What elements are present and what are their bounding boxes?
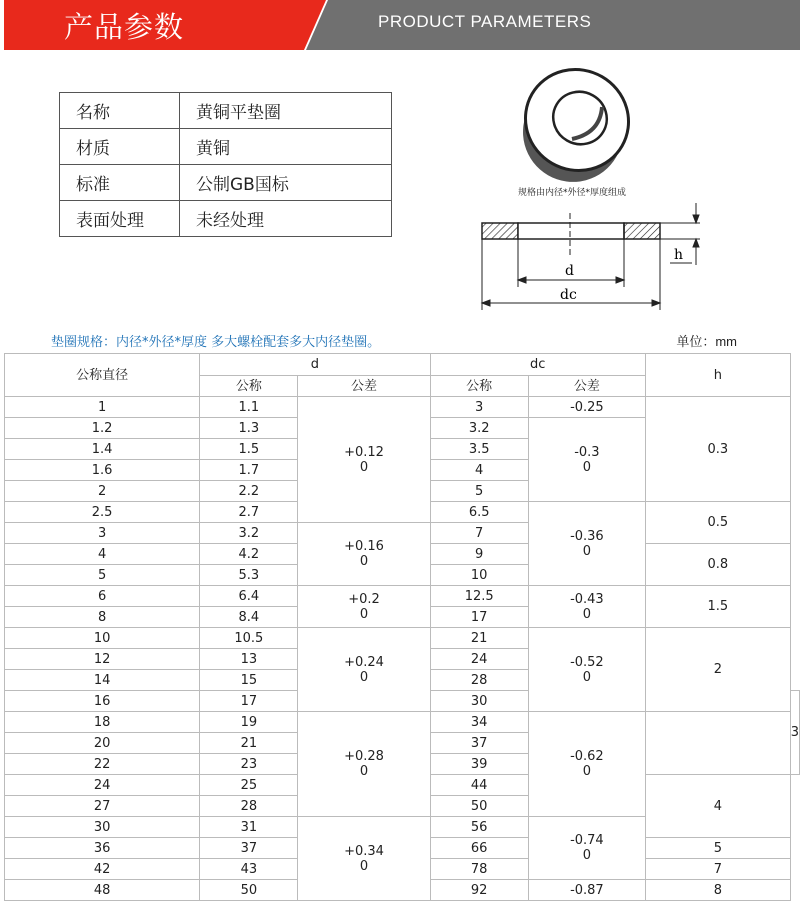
cell-nominal-diameter: 22 — [5, 754, 200, 775]
header-row — [5, 354, 800, 376]
cell-d-tolerance-lower: 0 — [359, 669, 369, 685]
header-d: d — [200, 354, 430, 376]
section-banner — [4, 0, 800, 50]
cell-nominal-diameter: 1 — [5, 397, 200, 418]
cell-dc-tolerance — [528, 880, 645, 901]
cell-dc-tolerance-lower: 0 — [582, 543, 592, 559]
cell-dc-tolerance-upper: -0.87 — [570, 882, 604, 898]
cell-h: 7 — [645, 859, 790, 880]
washer-diagram — [460, 65, 700, 320]
banner-title-cn: 产品参数 — [64, 10, 185, 44]
info-value: 未经处理 — [180, 201, 392, 237]
cell-nominal-diameter: 6 — [5, 586, 200, 607]
table-row — [5, 397, 800, 418]
cell-d-nominal: 17 — [200, 691, 298, 712]
cell-d-tolerance-lower: 0 — [359, 459, 369, 475]
cell-d-nominal: 1.1 — [200, 397, 298, 418]
cell-dc-nominal: 6.5 — [430, 502, 528, 523]
info-key: 标准 — [60, 165, 180, 201]
cell-d-nominal: 37 — [200, 838, 298, 859]
cell-dc-tolerance-lower: 0 — [582, 764, 592, 779]
cell-d-nominal: 1.3 — [200, 418, 298, 439]
spec-note-text: 垫圈规格：内径*外径*厚度 多大螺栓配套多大内径垫圈。 — [51, 335, 381, 350]
cell-dc-tolerance-lower: 0 — [582, 606, 592, 622]
info-value: 公制GB国标 — [180, 165, 392, 201]
cell-nominal-diameter: 20 — [5, 733, 200, 754]
header-d-tolerance: 公差 — [298, 376, 430, 397]
cell-h: 0.3 — [645, 397, 790, 502]
cell-h: 8 — [645, 880, 790, 901]
cell-dc-nominal: 5 — [430, 481, 528, 502]
cell-nominal-diameter: 27 — [5, 796, 200, 817]
label-d: d — [565, 263, 574, 279]
cell-nominal-diameter: 42 — [5, 859, 200, 880]
cell-dc-nominal: 4 — [430, 460, 528, 481]
cell-d-nominal: 5.3 — [200, 565, 298, 586]
cell-dc-nominal: 12.5 — [430, 586, 528, 607]
cell-d-nominal: 8.4 — [200, 607, 298, 628]
cell-nominal-diameter: 2.5 — [5, 502, 200, 523]
cell-dc-nominal: 44 — [430, 775, 528, 796]
cell-nominal-diameter: 4 — [5, 544, 200, 565]
info-value: 黄铜 — [180, 129, 392, 165]
header-h: h — [645, 354, 790, 397]
unit-label — [676, 331, 737, 350]
cell-dc-tolerance-lower: 0 — [582, 459, 592, 475]
cell-nominal-diameter: 24 — [5, 775, 200, 796]
table-row — [5, 586, 800, 607]
label-h: h — [674, 247, 684, 263]
cell-d-nominal: 31 — [200, 817, 298, 838]
cell-d-tolerance-lower: 0 — [359, 858, 369, 874]
cell-dc-tolerance-upper: -0.36 — [570, 528, 604, 544]
cell-h: 0.5 — [645, 502, 790, 544]
cell-d-nominal: 13 — [200, 649, 298, 670]
cell-nominal-diameter: 30 — [5, 817, 200, 838]
cell-dc-tolerance-upper: -0.43 — [570, 591, 604, 607]
header-dc: dc — [430, 354, 645, 376]
cell-d-nominal: 28 — [200, 796, 298, 817]
unit-value: mm — [715, 334, 737, 349]
cell-d-tolerance-lower: 0 — [359, 554, 369, 569]
cell-dc-tolerance — [528, 628, 645, 712]
cell-d-nominal: 2.7 — [200, 502, 298, 523]
cell-d-tolerance-lower: 0 — [359, 764, 369, 779]
cell-h: 5 — [645, 838, 790, 859]
info-row — [60, 165, 392, 201]
cell-d-tolerance — [298, 523, 430, 586]
cell-dc-tolerance-upper: -0.3 — [574, 444, 600, 460]
cell-d-nominal: 50 — [200, 880, 298, 901]
cell-d-tolerance-upper: +0.28 — [344, 749, 384, 764]
cell-d-tolerance — [298, 586, 430, 628]
cell-dc-nominal: 10 — [430, 565, 528, 586]
info-row — [60, 93, 392, 129]
cell-nominal-diameter: 5 — [5, 565, 200, 586]
cell-dc-tolerance-upper: -0.52 — [570, 654, 604, 670]
cell-d-tolerance — [298, 712, 430, 817]
cell-dc-tolerance — [528, 397, 645, 418]
cell-nominal-diameter: 3 — [5, 523, 200, 544]
info-row — [60, 129, 392, 165]
cell-nominal-diameter: 1.4 — [5, 439, 200, 460]
cell-dc-nominal: 9 — [430, 544, 528, 565]
cell-nominal-diameter: 18 — [5, 712, 200, 733]
spec-table — [4, 353, 800, 901]
header-nominal-diameter: 公称直径 — [5, 354, 200, 397]
cell-dc-tolerance — [528, 712, 645, 817]
header-dc-nominal: 公称 — [430, 376, 528, 397]
cell-d-nominal: 6.4 — [200, 586, 298, 607]
cell-h: 3 — [790, 691, 799, 775]
cell-nominal-diameter: 1.6 — [5, 460, 200, 481]
cell-nominal-diameter: 10 — [5, 628, 200, 649]
cell-d-nominal: 10.5 — [200, 628, 298, 649]
info-row — [60, 201, 392, 237]
cell-nominal-diameter: 8 — [5, 607, 200, 628]
cell-dc-tolerance-lower: 0 — [582, 669, 592, 685]
cell-nominal-diameter: 48 — [5, 880, 200, 901]
cell-nominal-diameter: 14 — [5, 670, 200, 691]
table-row — [5, 712, 800, 733]
cell-d-nominal: 21 — [200, 733, 298, 754]
table-row — [5, 628, 800, 649]
cell-dc-nominal: 34 — [430, 712, 528, 733]
cell-dc-tolerance-upper: -0.25 — [570, 399, 604, 415]
cell-d-nominal: 25 — [200, 775, 298, 796]
cell-h: 4 — [645, 775, 790, 838]
cell-nominal-diameter: 36 — [5, 838, 200, 859]
label-dc: dc — [560, 287, 577, 303]
cell-dc-nominal: 56 — [430, 817, 528, 838]
cell-d-tolerance-upper: +0.16 — [344, 539, 384, 554]
cell-dc-tolerance-upper: -0.74 — [570, 833, 604, 848]
cell-d-tolerance — [298, 397, 430, 523]
unit-label-text: 单位： — [676, 335, 716, 350]
cell-d-nominal: 15 — [200, 670, 298, 691]
washer-cross-section — [482, 213, 660, 255]
header-dc-tolerance: 公差 — [528, 376, 645, 397]
cell-dc-nominal: 3 — [430, 397, 528, 418]
product-info-table — [59, 92, 392, 237]
info-key: 材质 — [60, 129, 180, 165]
cell-dc-tolerance — [528, 502, 645, 586]
cell-dc-nominal: 78 — [430, 859, 528, 880]
cell-dc-nominal: 37 — [430, 733, 528, 754]
cell-dc-nominal: 30 — [430, 691, 528, 712]
cell-d-nominal: 1.7 — [200, 460, 298, 481]
cell-d-nominal: 1.5 — [200, 439, 298, 460]
cell-d-nominal: 23 — [200, 754, 298, 775]
cell-d-tolerance-upper: +0.2 — [348, 591, 380, 607]
cell-d-nominal: 2.2 — [200, 481, 298, 502]
cell-dc-tolerance — [528, 418, 645, 502]
cell-dc-nominal: 21 — [430, 628, 528, 649]
washer-3d-illustration — [505, 65, 647, 200]
cell-dc-nominal: 24 — [430, 649, 528, 670]
cell-h: 1.5 — [645, 586, 790, 628]
cell-nominal-diameter: 12 — [5, 649, 200, 670]
cell-dc-nominal: 92 — [430, 880, 528, 901]
cell-nominal-diameter: 1.2 — [5, 418, 200, 439]
info-value: 黄铜平垫圈 — [180, 93, 392, 129]
cell-dc-tolerance-upper: -0.62 — [570, 749, 604, 764]
diagram-caption: 规格由内径*外径*厚度组成 — [518, 188, 627, 198]
cell-nominal-diameter: 2 — [5, 481, 200, 502]
cell-dc-nominal: 7 — [430, 523, 528, 544]
spec-note — [45, 328, 795, 352]
cell-d-tolerance-lower: 0 — [359, 606, 369, 622]
cell-dc-tolerance — [528, 817, 645, 880]
cell-dc-tolerance — [528, 586, 645, 628]
cell-nominal-diameter: 16 — [5, 691, 200, 712]
cell-d-tolerance-upper: +0.24 — [344, 654, 384, 670]
cell-dc-nominal: 39 — [430, 754, 528, 775]
cell-dc-tolerance-lower: 0 — [582, 848, 592, 863]
cell-d-tolerance — [298, 628, 430, 712]
cell-d-tolerance — [298, 817, 430, 901]
header-d-nominal: 公称 — [200, 376, 298, 397]
cell-dc-nominal: 3.2 — [430, 418, 528, 439]
dimension-lines — [482, 203, 700, 310]
cell-dc-nominal: 28 — [430, 670, 528, 691]
cell-d-tolerance-upper: +0.12 — [344, 444, 384, 460]
cell-d-nominal: 19 — [200, 712, 298, 733]
info-key: 名称 — [60, 93, 180, 129]
cell-d-tolerance-upper: +0.34 — [344, 843, 384, 859]
cell-d-nominal: 3.2 — [200, 523, 298, 544]
banner-title-en: PRODUCT PARAMETERS — [378, 12, 592, 31]
info-key: 表面处理 — [60, 201, 180, 237]
cell-h: 0.8 — [645, 544, 790, 586]
cell-dc-nominal: 17 — [430, 607, 528, 628]
cell-h: 2 — [645, 628, 790, 712]
cell-dc-nominal: 3.5 — [430, 439, 528, 460]
cell-d-nominal: 43 — [200, 859, 298, 880]
cell-d-nominal: 4.2 — [200, 544, 298, 565]
cell-dc-nominal: 66 — [430, 838, 528, 859]
cell-dc-nominal: 50 — [430, 796, 528, 817]
